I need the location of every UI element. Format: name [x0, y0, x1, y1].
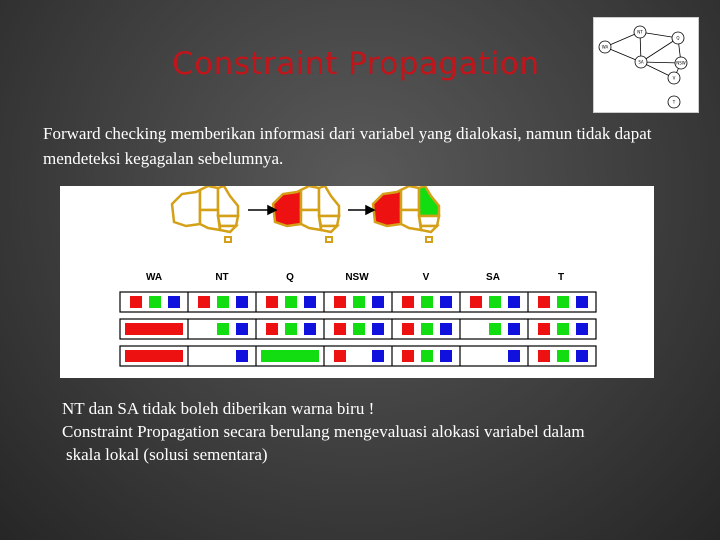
domain-value-q	[304, 323, 316, 335]
australia-map-3	[373, 186, 439, 242]
domain-value-v	[440, 323, 452, 335]
domain-value-t	[557, 323, 569, 335]
domain-value-nsw	[353, 296, 365, 308]
domain-value-t	[538, 323, 550, 335]
domain-value-nsw	[334, 323, 346, 335]
domain-value-t	[576, 350, 588, 362]
map-region-nsw	[218, 216, 238, 226]
map-region-sa	[401, 210, 421, 230]
domain-value-v	[421, 350, 433, 362]
graph-label-sa: SA	[638, 59, 644, 65]
map-region-sa	[301, 210, 321, 230]
domain-value-nsw	[334, 350, 346, 362]
domain-value-t	[538, 296, 550, 308]
domain-value-q	[266, 323, 278, 335]
domain-value-v	[402, 296, 414, 308]
graph-label-nt: NT	[637, 29, 643, 35]
note-line-2: Constraint Propagation secara berulang mengevaluasi alokasi variabel dalam	[62, 422, 585, 441]
domain-value-sa	[508, 323, 520, 335]
domain-value-sa	[508, 350, 520, 362]
domain-value-t	[557, 296, 569, 308]
domain-value-q	[285, 323, 297, 335]
graph-label-t: T	[672, 99, 676, 105]
constraint-graph	[593, 17, 699, 113]
domain-value-nt	[217, 323, 229, 335]
slide-paragraph: Forward checking memberikan informasi dari variabel yang dialokasi, namun tidak dapat mendeteksi kegagalan sebelumnya.	[43, 124, 652, 168]
map-region-v	[220, 226, 236, 232]
map-region-wa	[172, 190, 200, 226]
domain-value-wa	[149, 296, 161, 308]
map-region-wa	[373, 190, 401, 226]
domain-value-v	[421, 323, 433, 335]
domain-value-wa	[130, 296, 142, 308]
assigned-value-wa	[125, 323, 183, 335]
constraint-graph-svg	[594, 18, 698, 112]
slide-title: Constraint Propagation	[172, 46, 540, 82]
column-header-v: V	[422, 272, 430, 283]
map-region-q	[319, 186, 339, 216]
domain-value-nsw	[372, 296, 384, 308]
domain-row-3	[120, 346, 596, 366]
map-region-nsw	[319, 216, 339, 226]
domain-value-nsw	[372, 350, 384, 362]
note-line-1: NT dan SA tidak boleh diberikan warna biru !	[62, 399, 375, 418]
domain-value-sa	[489, 296, 501, 308]
map-region-q	[419, 186, 439, 216]
domain-value-v	[440, 296, 452, 308]
domain-value-nt	[198, 296, 210, 308]
domain-value-t	[557, 350, 569, 362]
domain-value-q	[285, 296, 297, 308]
domain-value-q	[266, 296, 278, 308]
domain-value-nsw	[372, 323, 384, 335]
forward-checking-figure	[60, 186, 654, 378]
assigned-value-wa	[125, 350, 183, 362]
map-region-v	[421, 226, 437, 232]
domain-value-v	[421, 296, 433, 308]
domain-value-t	[538, 350, 550, 362]
domain-value-v	[402, 350, 414, 362]
domain-value-v	[440, 350, 452, 362]
domain-value-wa	[168, 296, 180, 308]
column-header-sa: SA	[486, 272, 500, 283]
domain-value-t	[576, 296, 588, 308]
map-region-q	[218, 186, 238, 216]
map-region-nsw	[419, 216, 439, 226]
domain-value-nt	[236, 296, 248, 308]
graph-label-nsw: NSW	[676, 60, 686, 66]
domain-value-nt	[236, 323, 248, 335]
notes	[62, 397, 712, 466]
column-header-nsw: NSW	[345, 272, 369, 283]
column-header-wa: WA	[145, 272, 163, 283]
map-region-sa	[200, 210, 220, 230]
map-region-nt	[200, 186, 218, 210]
map-region-v	[321, 226, 337, 232]
australia-map-2	[273, 186, 339, 242]
graph-label-wa: WA	[601, 44, 609, 50]
domain-value-v	[402, 323, 414, 335]
australia-map-1	[172, 186, 238, 242]
forward-checking-svg	[60, 186, 654, 378]
domain-row-frame	[120, 346, 596, 366]
column-header-q: Q	[286, 272, 294, 283]
domain-value-nsw	[353, 323, 365, 335]
map-region-wa	[273, 190, 301, 226]
domain-value-nt	[217, 296, 229, 308]
domain-value-nsw	[334, 296, 346, 308]
domain-value-nt	[236, 350, 248, 362]
domain-row-2	[120, 319, 596, 339]
assigned-value-q	[261, 350, 319, 362]
map-region-t	[225, 237, 231, 242]
map-region-t	[426, 237, 432, 242]
note-line-3: skala lokal (solusi sementara)	[66, 445, 268, 464]
domain-value-sa	[508, 296, 520, 308]
map-region-t	[326, 237, 332, 242]
domain-value-t	[576, 323, 588, 335]
column-header-t: T	[557, 272, 565, 283]
column-header-nt: NT	[215, 272, 229, 283]
domain-value-sa	[489, 323, 501, 335]
domain-value-sa	[470, 296, 482, 308]
graph-label-v: V	[672, 75, 676, 81]
domain-row-1	[120, 292, 596, 312]
graph-label-q: Q	[676, 35, 680, 41]
map-region-nt	[401, 186, 419, 210]
domain-value-q	[304, 296, 316, 308]
map-region-nt	[301, 186, 319, 210]
